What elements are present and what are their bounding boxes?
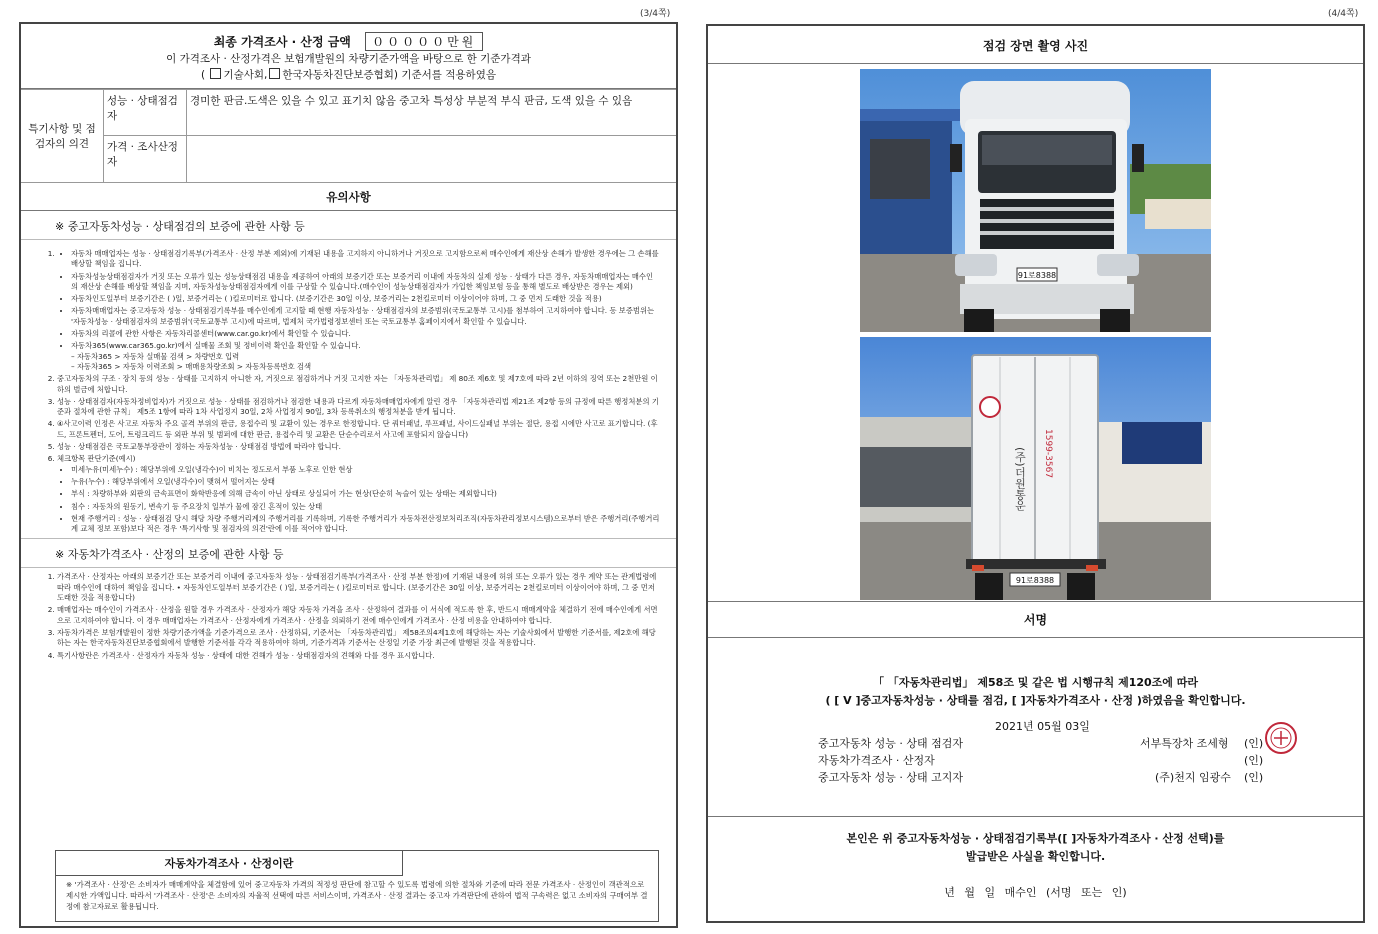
note-1-bullet: • 자동차매매업자는 중고자동차 성능 · 상태점검기록부를 매수인에게 고지할 때 현행 자동차성능 · 상태점검자의 보증범위(국토교통부 고시)를 첨부하여 고지하여야 합니다. 동 보증범위는 '자동차성능 · 상태점검자의 보증범위'(국토교통부 고시)에 따르며, 법제처 국가법령정보센터 또는 국토교통부 홈페이지에서 확인할 수 있습니다. (71, 306, 660, 327)
price-note-3: 3. 자동차가격은 보험개발원이 정한 차량기준가액을 기준가격으로 조사 · 산정하되, 기준서는 「자동차관리법」 제58조의4제1호에 해당하는 자는 기술사회에서 발행한 기준서를, 제2호에 해당하는 자는 한국자동차진단보증협회에서 발행한 기준서를 각각 적용하여야 하며, 기준가격과 기준서는 산정일 기준 가장 최근에 발행된 것을 적용합니다. (57, 628, 660, 649)
notice-title: 유의사항 (21, 183, 676, 211)
opinion-header: 특기사항 및 점검자의 의견 (21, 90, 104, 183)
price-definition-text: ※ '가격조사 · 산정'은 소비자가 매매계약을 체결함에 있어 중고자동차 가격의 적정성 판단에 참고할 수 있도록 법령에 의한 절차와 기준에 따라 전문 가격조사 · 산정인이 객관적으로 제시한 가액입니다. 따라서 '가격조사 · 산정'은 소비자의 자율적 선택에 따른 서비스이며, 가격조사 · 산정 결과는 중고자 가격판단에 관하여 법적 구속력은 없고 소비자의 구매여부 결정에 참고자료로 활용됩니다. (66, 880, 648, 911)
inspector-seal-stamp (1264, 721, 1298, 755)
basis-line1: 이 가격조사 · 산정가격은 보험개발원의 차량기준가액을 바탕으로 한 기준가격과 (166, 53, 531, 65)
photo-section-title: 점검 장면 촬영 사진 (708, 26, 1363, 64)
signature-date: 2021년 05월 03일 (995, 720, 1090, 733)
appraiser-role: 자동차가격조사 · 산정자 (818, 754, 935, 767)
buyer-confirmation (708, 816, 1363, 866)
appraiser-opinion (187, 136, 677, 183)
notifier-seal-mark: (인) (1244, 771, 1264, 784)
signature-section-title: 서명 (708, 601, 1363, 638)
appraiser-label: 가격 · 조사산정자 (104, 136, 187, 183)
buyer-confirmation-line1: 본인은 위 중고자동차성능 · 상태점검기록부([ ]자동차가격조사 · 산정 선택)를 (846, 832, 1225, 845)
note-1-bullet: • 자동차365(www.car365.go.kr)에서 실매물 조회 및 정비이력 확인을 확인할 수 있습니다. – 자동차365 > 자동차 실매물 검색 > 차량번호 입력 – 자동차365 > 자동차 이력조회 > 매매용차량조회 > 자동차등록번호 검색 (71, 341, 660, 372)
front-plate: 91로8388 (1017, 271, 1057, 280)
page-number-right: (4/4쪽) (1328, 9, 1359, 19)
page-number-left: (3/4쪽) (640, 9, 671, 19)
inspection-record-page-3 (19, 22, 678, 928)
section1-title: ※ 중고자동차성능 · 상태점검의 보증에 관한 사항 등 (21, 211, 676, 240)
final-price-section (21, 24, 676, 89)
note-3: 3. 성능 · 상태점검자(자동차정비업자)가 거짓으로 성능 · 상태를 점검하거나 점검한 내용과 다르게 자동차매매업자에게 알린 경우 「자동차관리법 제21조 제2항 등의 규정에 따른 행정처분의 기준과 절차에 관한 규칙」 제5조 1항에 따라 1차 사업정지 30일, 2차 사업정지 90일, 3차 등록취소의 행정처분을 받게 됩니다. (57, 397, 660, 418)
check-criteria-item: • 현재 주행거리 : 성능 · 상태점검 당시 해당 차량 주행거리계의 주행거리를 기록하며, 기록한 주행거리가 자동차전산정보처리조직(자동차관리정보시스템)으로부터 받은 주행거리(주행거리계 교체 정보 포함)보다 적은 경우 '특기사항 및 점검자의 의견'란에 이를 적어야 합니다. (71, 514, 660, 535)
price-note-4: 4. 특기사항란은 가격조사 · 산정자가 자동차 성능 · 상태에 대한 견해가 성능 · 상태점검자의 견해와 다를 경우 표시합니다. (57, 651, 660, 661)
checkbox-tech-society[interactable] (210, 68, 221, 79)
note-5: 5. 성능 · 상태점검은 국토교통부장관이 정하는 자동차성능 · 상태점검 방법에 따라야 합니다. (57, 442, 660, 452)
inspection-record-page-4 (706, 24, 1365, 923)
price-definition-title: 자동차가격조사 · 산정이란 (56, 851, 403, 876)
truck-front-photo (860, 69, 1211, 332)
rear-plate: 91로8388 (1015, 576, 1055, 585)
inspector-opinion: 경미한 판금.도색은 있을 수 있고 표기치 않음 중고차 특성상 부분적 부식 판금, 도색 있을 수 있음 (187, 90, 677, 136)
inspector-label: 성능 · 상태점검자 (104, 90, 187, 136)
trailer-company: (주)더원통운 (1013, 447, 1027, 511)
note-1-bullet: • 자동차성능상태점검자가 거짓 또는 오류가 있는 성능상태점검 내용을 제공하여 아래의 보증기간 또는 보증거리 이내에 자동차의 실제 성능 · 상태가 다른 경우, 자동차매매업자는 매수인의 재산상 손해를 배상할 책임을 지며, 자동차성능상태점검자에게 이를 구상할 수 있습니다.(매수인이 성능상태점검자가 가입한 책임보험 등을 통해 별도로 배상받은 경우는 제외) (71, 272, 660, 293)
note-1 (57, 249, 660, 372)
note-1-sub: – 자동차365 > 자동차 이력조회 > 매매용차량조회 > 자동차등록번호 검색 (71, 361, 312, 371)
section2-title: ※ 자동차가격조사 · 산정의 보증에 관한 사항 등 (21, 538, 676, 568)
note-1-bullet: • 1. 자동차 매매업자는 성능 · 상태점검기록부(가격조사 · 산정 부분 제외)에 기재된 내용을 고지하지 아니하거나 거짓으로 고지함으로써 매수인에게 재산상 손해가 발생한 경우에는 그 손해를 배상할 책임을 집니다. (71, 249, 660, 270)
note-4: 4. ④사고이력 인정은 사고로 자동차 주요 골격 부위의 판금, 용접수리 및 교환이 있는 경우로 한정합니다. 단 쿼터패널, 루프패널, 사이드실패널 부위는 절단, 용접 시에만 사고로 표기합니다. (후드, 프론트펜더, 도어, 트렁크리드 등 외판 부위 및 범퍼에 대한 판금, 용접수리 및 교환은 단순수리로서 사고에 포함되지 않습니다) (57, 419, 660, 440)
final-price-title: 최종 가격조사 · 산정 금액 (213, 35, 351, 49)
note-2: 2. 중고자동차의 구조 · 장치 등의 성능 · 상태를 고지하지 아니한 자, 거짓으로 점검하거나 거짓 고지한 자는 「자동차관리법」 제 80조 제6호 및 제7호에 따라 2년 이하의 징역 또는 2천만원 이하의 벌금에 처합니다. (57, 374, 660, 395)
final-price-amount: ０００００만원 (365, 32, 483, 51)
inspector-seal-mark: (인) (1244, 737, 1264, 750)
check-criteria-item: • 침수 : 자동차의 원동기, 변속기 등 주요장치 일부가 물에 잠긴 흔적이 있는 상태 (71, 502, 660, 512)
truck-front-image (860, 69, 1211, 332)
note-6: 6. 체크항목 판단기준(예시) • 미세누유(미세누수) : 해당부위에 오일(냉각수)이 비치는 정도로서 부품 노후로 인한 현상 • 누유(누수) : 해당부위에서 오일(냉각수)이 맺혀서 떨어지는 상태 • 부식 : 차량하부와 외판의 금속표면이 화학반응에 의해 금속이 아닌 상태로 상실되어 가는 현상(단순히 녹슬어 있는 상태는 제외합니다) • 침수 : 자동차의 원동기, 변속기 등 주요장치 일부가 물에 잠긴 흔적이 있는 상태 • 현재 주행거리 : 성능 · 상태점검 당시 해당 차량 주행거리계의 주행거리를 기록하며, 기록한 주행거리가 자동차전산정보처리조직(자동차관리정보시스템)으로부터 받은 주행거리(주행거리계 교체 정보 포함)보다 적은 경우 '특기사항 및 점검자의 의견'란에 이를 적어야 합니다. (57, 454, 660, 534)
checkbox-kadwa[interactable] (269, 68, 280, 79)
check-criteria-item: • 누유(누수) : 해당부위에서 오일(냉각수)이 맺혀서 떨어지는 상태 (71, 477, 660, 487)
notifier-name: (주)천지 임광수 (1155, 771, 1231, 784)
opinion-table (21, 89, 676, 183)
buyer-confirmation-line2: 발급받은 사실을 확인합니다. (965, 850, 1106, 863)
appraiser-seal-mark: (인) (1244, 754, 1264, 767)
law-statement-line2: ( [ V ]중고자동차성능 · 상태를 점검, [ ]자동차가격조사 · 산정 )하였음을 확인합니다. (825, 694, 1246, 707)
price-note-1: 1. 가격조사 · 산정자는 아래의 보증기간 또는 보증거리 이내에 중고자동차 성능 · 상태점검기록부(가격조사 · 산정 부분 한정)에 기재된 내용에 허위 또는 오류가 있는 경우 계약 또는 관계법령에 따라 매수인에 대하여 책임을 집니다. • 자동차인도일부터 보증기간은 ( )일, 보증거리는 ( )킬로미터로 합니다. (보증기간은 30일 이상, 보증거리는 2천킬로미터 이상이어야 하며, 그 중 먼저 도래한 것을 적용합니다) (57, 572, 660, 603)
check-criteria-item: • 미세누유(미세누수) : 해당부위에 오일(냉각수)이 비치는 정도로서 부품 노후로 인한 현상 (71, 465, 660, 475)
trailer-phone: 1599-3567 (1043, 429, 1053, 479)
note-1-bullet: • 자동차의 리콜에 관한 사항은 자동차리콜센터(www.car.go.kr)에서 확인할 수 있습니다. (71, 329, 660, 339)
section2-notes (21, 568, 676, 664)
note-1-sub: – 자동차365 > 자동차 실매물 검색 > 차량번호 입력 (71, 351, 240, 361)
basis-line2: ( 기술사회, 한국자동차진단보증협회) 기준서를 적용하였음 (201, 69, 496, 81)
truck-rear-image (860, 337, 1211, 600)
truck-rear-photo (860, 337, 1211, 600)
inspector-name: 서부특장차 조세형 (1140, 737, 1229, 750)
notifier-role: 중고자동차 성능 · 상태 고지자 (818, 771, 963, 784)
section1-notes (21, 240, 676, 538)
price-note-2: 2. 매매업자는 매수인이 가격조사 · 산정을 원할 경우 가격조사 · 산정자가 해당 자동차 가격을 조사 · 산정하여 결과를 이 서식에 적도록 한 후, 반드시 매매계약을 체결하기 전에 매수인에게 서면으로 고지하여야 합니다. 이 경우 매매업자는 가격조사 · 산정자에게 가격조사 · 산정을 의뢰하기 전에 매수인에게 가격조사 · 산정 비용을 안내하여야 합니다. (57, 605, 660, 626)
inspector-role: 중고자동차 성능 · 상태 점검자 (818, 737, 963, 750)
buyer-signature-line: 년 월 일 매수인 (서명 또는 인) (944, 886, 1127, 899)
note-1-bullet: • 자동차인도일부터 보증기간은 ( )일, 보증거리는 ( )킬로미터로 합니다. (보증기간은 30일 이상, 보증거리는 2천킬로미터 이상이어야 하며, 그 중 먼저 도래한 것을 적용) (71, 294, 660, 304)
check-criteria-item: • 부식 : 차량하부와 외판의 금속표면이 화학반응에 의해 금속이 아닌 상태로 상실되어 가는 현상(단순히 녹슬어 있는 상태는 제외합니다) (71, 489, 660, 499)
law-statement-line1: 「 「자동차관리법」 제58조 및 같은 법 시행규칙 제120조에 따라 (872, 676, 1199, 689)
price-definition-box (55, 850, 659, 922)
